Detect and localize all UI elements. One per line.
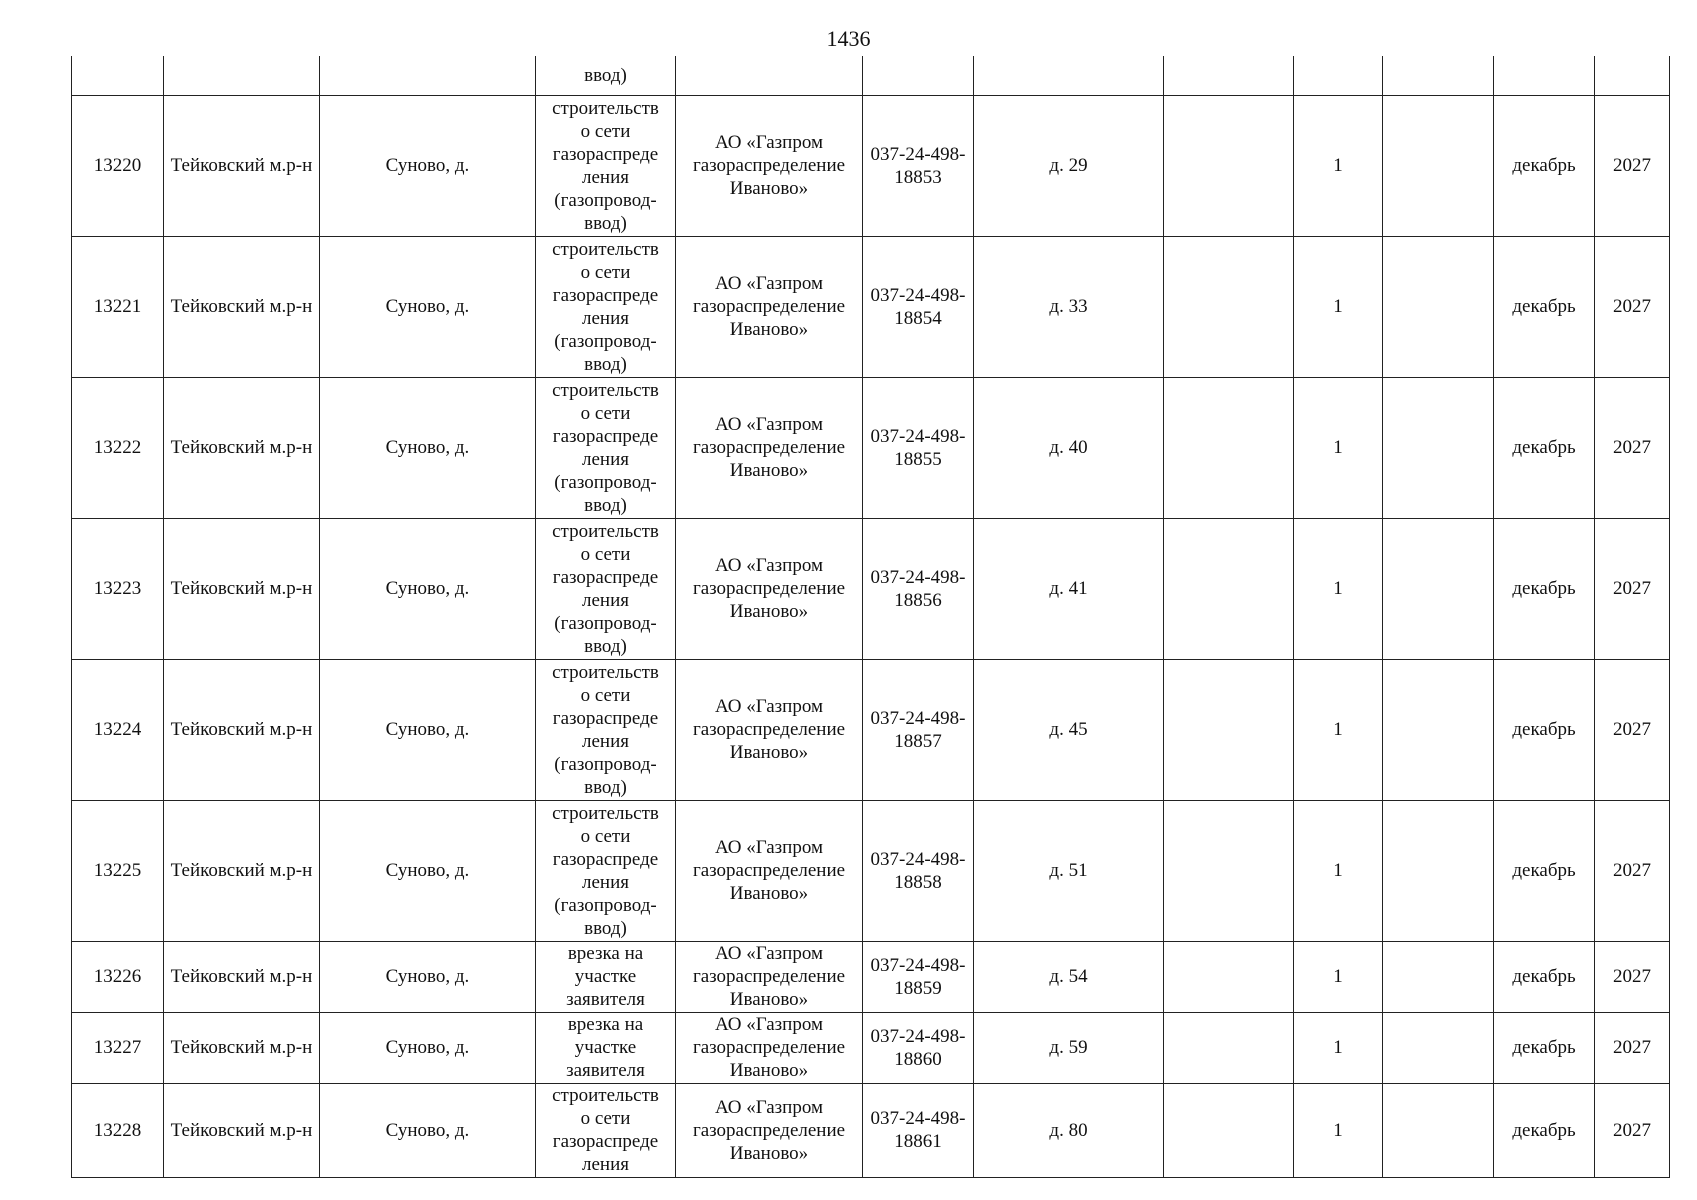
- cell-empty: [1383, 1012, 1494, 1083]
- table-row: [72, 941, 1670, 1012]
- cell-district: Тейковский м.р-н: [164, 1083, 320, 1177]
- cell-number: 13225: [72, 800, 164, 941]
- cell-locality: Суново, д.: [320, 1012, 536, 1083]
- cell-number: 13228: [72, 1083, 164, 1177]
- cell-empty: [1164, 95, 1294, 236]
- page-number: 1436: [826, 26, 871, 51]
- cell-code: 037-24-498-18856: [863, 518, 974, 659]
- cell-number: 13226: [72, 941, 164, 1012]
- table-row: [72, 236, 1670, 377]
- cell-operator: АО «Газпром газораспределение Иваново»: [676, 1083, 863, 1177]
- cell-number: 13221: [72, 236, 164, 377]
- cell-code: 037-24-498-18853: [863, 95, 974, 236]
- continuation-cell-empty: [676, 56, 863, 95]
- cell-address: д. 40: [974, 377, 1164, 518]
- cell-code: 037-24-498-18854: [863, 236, 974, 377]
- cell-work-type: строительств о сети газораспреде ления (газопровод- ввод): [536, 377, 676, 518]
- cell-month: декабрь: [1494, 659, 1595, 800]
- cell-district: Тейковский м.р-н: [164, 95, 320, 236]
- cell-empty: [1164, 941, 1294, 1012]
- cell-empty: [1383, 518, 1494, 659]
- cell-operator: АО «Газпром газораспределение Иваново»: [676, 941, 863, 1012]
- table-row: [72, 800, 1670, 941]
- cell-empty: [1164, 1083, 1294, 1177]
- cell-month: декабрь: [1494, 941, 1595, 1012]
- cell-year: 2027: [1595, 236, 1670, 377]
- cell-count: 1: [1294, 800, 1383, 941]
- cell-month: декабрь: [1494, 800, 1595, 941]
- continuation-cell-empty: [1383, 56, 1494, 95]
- cell-year: 2027: [1595, 1083, 1670, 1177]
- cell-work-type: строительств о сети газораспреде ления (газопровод- ввод): [536, 518, 676, 659]
- continuation-cell-empty: [72, 56, 164, 95]
- cell-operator: АО «Газпром газораспределение Иваново»: [676, 95, 863, 236]
- cell-year: 2027: [1595, 1012, 1670, 1083]
- cell-empty: [1164, 1012, 1294, 1083]
- continuation-cell-empty: [164, 56, 320, 95]
- cell-month: декабрь: [1494, 1083, 1595, 1177]
- registry-table: [71, 56, 1670, 1178]
- cell-work-type: строительств о сети газораспреде ления (газопровод- ввод): [536, 659, 676, 800]
- cell-number: 13222: [72, 377, 164, 518]
- table-row: [72, 659, 1670, 800]
- cell-month: декабрь: [1494, 236, 1595, 377]
- continuation-cell-empty: [974, 56, 1164, 95]
- cell-locality: Суново, д.: [320, 941, 536, 1012]
- cell-number: 13223: [72, 518, 164, 659]
- cell-address: д. 54: [974, 941, 1164, 1012]
- cell-month: декабрь: [1494, 95, 1595, 236]
- cell-empty: [1383, 659, 1494, 800]
- cell-empty: [1383, 800, 1494, 941]
- cell-locality: Суново, д.: [320, 1083, 536, 1177]
- continuation-cell-empty: [863, 56, 974, 95]
- cell-year: 2027: [1595, 95, 1670, 236]
- cell-district: Тейковский м.р-н: [164, 1012, 320, 1083]
- cell-code: 037-24-498-18859: [863, 941, 974, 1012]
- cell-district: Тейковский м.р-н: [164, 518, 320, 659]
- cell-empty: [1164, 377, 1294, 518]
- cell-work-type: строительств о сети газораспреде ления (газопровод- ввод): [536, 236, 676, 377]
- cell-work-type: врезка на участке заявителя: [536, 941, 676, 1012]
- continuation-cell-empty: [1494, 56, 1595, 95]
- cell-number: 13224: [72, 659, 164, 800]
- cell-work-type: строительств о сети газораспреде ления: [536, 1083, 676, 1177]
- cell-empty: [1164, 236, 1294, 377]
- cell-empty: [1383, 941, 1494, 1012]
- cell-empty: [1383, 377, 1494, 518]
- cell-operator: АО «Газпром газораспределение Иваново»: [676, 800, 863, 941]
- cell-month: декабрь: [1494, 377, 1595, 518]
- cell-count: 1: [1294, 377, 1383, 518]
- cell-year: 2027: [1595, 377, 1670, 518]
- cell-code: 037-24-498-18857: [863, 659, 974, 800]
- cell-district: Тейковский м.р-н: [164, 236, 320, 377]
- table-row: [72, 95, 1670, 236]
- cell-year: 2027: [1595, 659, 1670, 800]
- cell-work-type: строительств о сети газораспреде ления (газопровод- ввод): [536, 800, 676, 941]
- continuation-row: [72, 56, 1670, 95]
- table-row: [72, 1012, 1670, 1083]
- cell-count: 1: [1294, 1083, 1383, 1177]
- continuation-cell-empty: [1294, 56, 1383, 95]
- cell-year: 2027: [1595, 941, 1670, 1012]
- cell-count: 1: [1294, 95, 1383, 236]
- cell-address: д. 45: [974, 659, 1164, 800]
- cell-locality: Суново, д.: [320, 236, 536, 377]
- cell-empty: [1164, 659, 1294, 800]
- cell-number: 13227: [72, 1012, 164, 1083]
- cell-empty: [1383, 95, 1494, 236]
- cell-empty: [1164, 800, 1294, 941]
- cell-number: 13220: [72, 95, 164, 236]
- cell-address: д. 41: [974, 518, 1164, 659]
- cell-count: 1: [1294, 236, 1383, 377]
- cell-empty: [1383, 236, 1494, 377]
- cell-empty: [1164, 518, 1294, 659]
- cell-address: д. 29: [974, 95, 1164, 236]
- cell-locality: Суново, д.: [320, 518, 536, 659]
- cell-district: Тейковский м.р-н: [164, 800, 320, 941]
- cell-work-type: врезка на участке заявителя: [536, 1012, 676, 1083]
- table-row: [72, 377, 1670, 518]
- cell-locality: Суново, д.: [320, 95, 536, 236]
- cell-month: декабрь: [1494, 1012, 1595, 1083]
- cell-district: Тейковский м.р-н: [164, 377, 320, 518]
- cell-operator: АО «Газпром газораспределение Иваново»: [676, 518, 863, 659]
- cell-count: 1: [1294, 1012, 1383, 1083]
- cell-locality: Суново, д.: [320, 377, 536, 518]
- continuation-cell-empty: [1164, 56, 1294, 95]
- cell-operator: АО «Газпром газораспределение Иваново»: [676, 377, 863, 518]
- cell-code: 037-24-498-18861: [863, 1083, 974, 1177]
- cell-code: 037-24-498-18860: [863, 1012, 974, 1083]
- cell-address: д. 33: [974, 236, 1164, 377]
- cell-empty: [1383, 1083, 1494, 1177]
- cell-district: Тейковский м.р-н: [164, 659, 320, 800]
- cell-count: 1: [1294, 941, 1383, 1012]
- continuation-cell-empty: [1595, 56, 1670, 95]
- cell-work-type: строительств о сети газораспреде ления (газопровод- ввод): [536, 95, 676, 236]
- cell-locality: Суново, д.: [320, 800, 536, 941]
- cell-year: 2027: [1595, 518, 1670, 659]
- cell-count: 1: [1294, 659, 1383, 800]
- cell-operator: АО «Газпром газораспределение Иваново»: [676, 236, 863, 377]
- cell-address: д. 59: [974, 1012, 1164, 1083]
- continuation-cell-empty: [320, 56, 536, 95]
- cell-count: 1: [1294, 518, 1383, 659]
- table-row: [72, 1083, 1670, 1177]
- cell-district: Тейковский м.р-н: [164, 941, 320, 1012]
- table-row: [72, 518, 1670, 659]
- cell-locality: Суново, д.: [320, 659, 536, 800]
- cell-month: декабрь: [1494, 518, 1595, 659]
- cell-code: 037-24-498-18855: [863, 377, 974, 518]
- cell-address: д. 80: [974, 1083, 1164, 1177]
- cell-operator: АО «Газпром газораспределение Иваново»: [676, 1012, 863, 1083]
- cell-code: 037-24-498-18858: [863, 800, 974, 941]
- cell-address: д. 51: [974, 800, 1164, 941]
- cell-year: 2027: [1595, 800, 1670, 941]
- cell-operator: АО «Газпром газораспределение Иваново»: [676, 659, 863, 800]
- continuation-work-cell: ввод): [536, 56, 676, 95]
